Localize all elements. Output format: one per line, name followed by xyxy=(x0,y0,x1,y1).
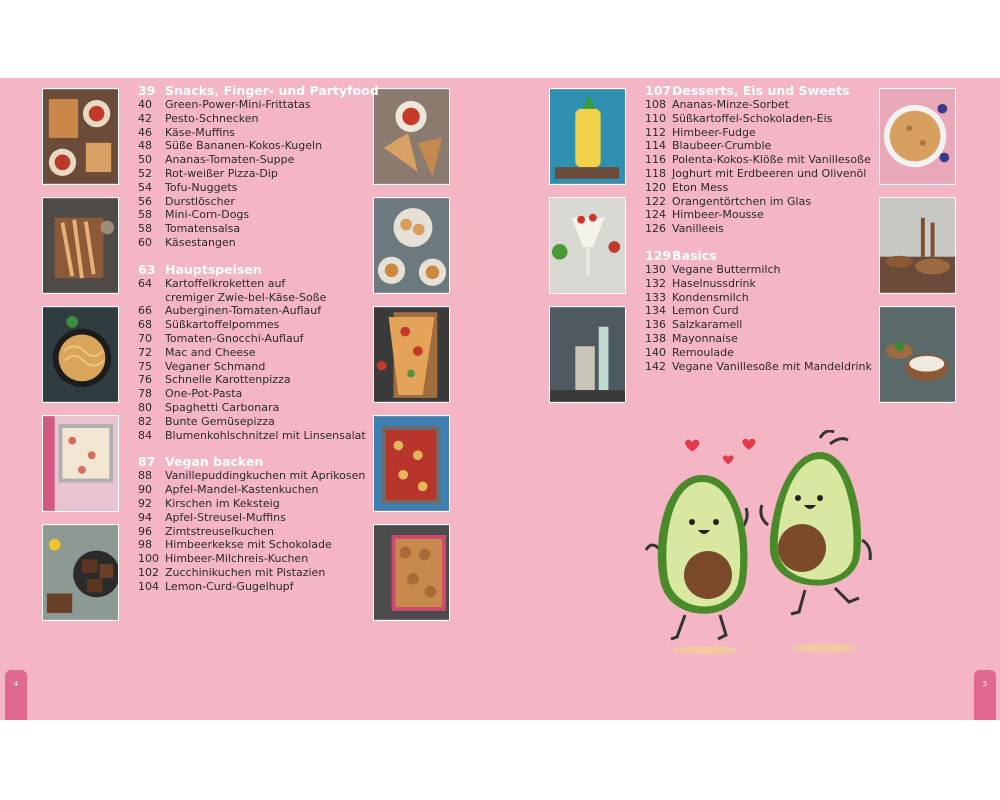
entry-page-number: 112 xyxy=(645,125,666,139)
section-page-number: 107 xyxy=(645,83,672,98)
toc-entry[interactable] xyxy=(138,469,366,483)
section-page-number: 129 xyxy=(645,247,672,263)
entry-title: Süßkartoffel-Schokoladen-Eis xyxy=(672,111,833,125)
entry-page-number: 80 xyxy=(138,400,152,414)
entry-title: Pesto-Schnecken xyxy=(165,111,259,125)
entry-page-number: 54 xyxy=(138,180,152,194)
entry-title: Vegane Buttermilch xyxy=(672,262,781,276)
entry-title: Rot-weißer Pizza-Dip xyxy=(165,166,278,180)
food-photo-wooden-bowls xyxy=(879,197,956,294)
entry-title: Salzkaramell xyxy=(672,318,743,332)
entry-title: Lemon Curd xyxy=(672,304,739,318)
food-photo-pineapple-sorbet xyxy=(549,88,626,185)
toc-entry[interactable] xyxy=(645,222,870,236)
food-photo-pesto-rolls xyxy=(373,197,450,294)
food-photo-cheese-sticks xyxy=(42,197,119,294)
section-heading xyxy=(138,455,363,469)
entry-page-number: 110 xyxy=(645,111,666,125)
entry-page-number: 70 xyxy=(138,331,152,345)
entry-page-number: 48 xyxy=(138,139,152,153)
toc-entry[interactable] xyxy=(138,511,363,525)
entry-page-number: 60 xyxy=(138,235,152,249)
food-photo-raspberry-cake xyxy=(373,524,450,621)
toc-entry[interactable] xyxy=(645,153,870,167)
toc-entry[interactable] xyxy=(138,346,363,360)
entry-title: Veganer Schmand xyxy=(165,359,266,373)
entry-title: Apfel-Streusel-Muffins xyxy=(165,510,286,524)
entry-title: Blumenkohlschnitzel mit Linsensalat xyxy=(165,428,366,442)
toc-right-column xyxy=(645,84,870,373)
entry-title: Bunte Gemüsepizza xyxy=(165,414,275,428)
entry-page-number: 52 xyxy=(138,166,152,180)
toc-entry[interactable] xyxy=(138,552,363,566)
toc-entry[interactable] xyxy=(138,222,363,236)
entry-page-number: 88 xyxy=(138,469,152,483)
entry-page-number: 56 xyxy=(138,194,152,208)
food-photo-pudding-cake xyxy=(42,415,119,512)
toc-entry[interactable] xyxy=(138,318,363,332)
entry-page-number: 58 xyxy=(138,222,152,236)
toc-section xyxy=(138,454,366,593)
entry-title: Zucchinikuchen mit Pistazien xyxy=(165,565,326,579)
entry-title: Ananas-Minze-Sorbet xyxy=(672,98,789,111)
entry-page-number: 130 xyxy=(645,262,666,276)
entry-title: Spaghetti Carbonara xyxy=(165,400,280,414)
toc-entry[interactable] xyxy=(645,346,870,360)
entry-title: Käse-Muffins xyxy=(165,125,236,139)
left-page-number: 4 xyxy=(13,680,19,688)
food-photo-brownies xyxy=(42,524,119,621)
entry-title: Zimtstreuselkuchen xyxy=(165,524,275,538)
entry-title: Tomaten-Gnocchi-Auflauf xyxy=(165,331,304,345)
entry-title: Polenta-Kokos-Klöße mit Vanillesoße xyxy=(672,153,871,167)
food-photo-pizza-dip xyxy=(373,88,450,185)
entry-page-number: 122 xyxy=(645,194,666,208)
toc-entry[interactable] xyxy=(645,112,870,126)
toc-section xyxy=(645,249,870,373)
entry-page-number: 104 xyxy=(138,579,159,593)
toc-entry[interactable] xyxy=(645,98,870,112)
entry-title: Himbeer-Fudge xyxy=(672,125,756,139)
section-heading xyxy=(138,263,363,277)
entry-title: Vanilleeis xyxy=(672,222,724,236)
entry-title: Kondensmilch xyxy=(672,290,749,304)
entry-page-number: 138 xyxy=(645,331,666,345)
entry-page-number: 124 xyxy=(645,208,666,222)
toc-entry[interactable] xyxy=(645,126,870,140)
section-heading xyxy=(138,83,379,98)
entry-page-number: 100 xyxy=(138,552,159,566)
entry-title: Kartoffelkroketten auf cremiger Zwie-bel-Käse-Soße xyxy=(165,276,327,304)
toc-entry[interactable] xyxy=(645,332,870,346)
section-title: Basics xyxy=(672,247,717,263)
toc-entry[interactable] xyxy=(138,483,363,497)
toc-entry[interactable] xyxy=(138,566,363,580)
toc-entry[interactable] xyxy=(645,139,870,153)
entry-page-number: 102 xyxy=(138,565,159,579)
toc-entry[interactable] xyxy=(138,332,363,346)
entry-page-number: 108 xyxy=(645,98,666,111)
entry-title: One-Pot-Pasta xyxy=(165,387,243,401)
left-page-tab xyxy=(5,670,27,720)
toc-entry[interactable] xyxy=(138,415,363,429)
entry-page-number: 114 xyxy=(645,139,666,153)
toc-entry[interactable] xyxy=(645,277,870,291)
entry-page-number: 116 xyxy=(645,153,666,167)
entry-title: Käsestangen xyxy=(165,235,236,249)
food-photo-bottles xyxy=(549,306,626,403)
food-photo-one-pot-pasta xyxy=(42,306,119,403)
toc-entry[interactable] xyxy=(645,360,870,374)
section-page-number: 39 xyxy=(138,83,156,98)
toc-entry[interactable] xyxy=(645,318,870,332)
toc-entry[interactable] xyxy=(645,291,870,305)
toc-entry[interactable] xyxy=(138,98,363,112)
toc-entry[interactable] xyxy=(138,401,363,415)
section-heading xyxy=(645,84,870,98)
toc-entry[interactable] xyxy=(138,360,363,374)
entry-title: Eton Mess xyxy=(672,180,729,194)
entry-page-number: 96 xyxy=(138,524,152,538)
entry-title: Joghurt mit Erdbeeren und Olivenöl xyxy=(672,166,867,180)
toc-entry[interactable] xyxy=(645,263,870,277)
toc-section xyxy=(645,84,870,236)
entry-page-number: 64 xyxy=(138,276,152,290)
toc-entry[interactable] xyxy=(138,208,363,222)
toc-entry[interactable] xyxy=(138,236,363,250)
entry-page-number: 42 xyxy=(138,111,152,125)
toc-section xyxy=(138,261,366,443)
entry-page-number: 68 xyxy=(138,318,152,332)
toc-entry[interactable] xyxy=(138,428,366,443)
entry-title: Green-Power-Mini-Frittatas xyxy=(165,98,311,111)
food-photo-cherry-cookie xyxy=(373,415,450,512)
entry-page-number: 133 xyxy=(645,290,666,304)
toc-entry[interactable] xyxy=(645,304,870,318)
toc-entry[interactable] xyxy=(138,167,363,181)
entry-page-number: 76 xyxy=(138,373,152,387)
food-photo-remoulade xyxy=(879,306,956,403)
section-page-number: 87 xyxy=(138,454,156,470)
entry-title: Mac and Cheese xyxy=(165,345,256,359)
entry-title: Mini-Corn-Dogs xyxy=(165,208,250,222)
entry-page-number: 84 xyxy=(138,428,152,442)
entry-title: Haselnussdrink xyxy=(672,276,756,290)
entry-title: Süße Bananen-Kokos-Kugeln xyxy=(165,139,323,153)
section-title: Desserts, Eis und Sweets xyxy=(672,83,850,98)
section-page-number: 63 xyxy=(138,261,156,277)
entry-page-number: 126 xyxy=(645,222,666,236)
toc-entry[interactable] xyxy=(138,304,363,318)
entry-title: Himbeerkekse mit Schokolade xyxy=(165,538,332,552)
entry-title: Blaubeer-Crumble xyxy=(672,139,772,153)
entry-title: Mayonnaise xyxy=(672,331,738,345)
food-photo-frittatas xyxy=(42,88,119,185)
entry-title: Vanillepuddingkuchen mit Aprikosen xyxy=(165,469,366,483)
toc-entry[interactable] xyxy=(138,497,363,511)
toc-section xyxy=(138,83,379,250)
entry-title: Vegane Vanillesoße mit Mandeldrink xyxy=(672,359,872,373)
toc-entry[interactable] xyxy=(138,139,363,153)
entry-page-number: 118 xyxy=(645,166,666,180)
entry-title: Schnelle Karottenpizza xyxy=(165,373,291,387)
entry-page-number: 82 xyxy=(138,414,152,428)
toc-entry[interactable] xyxy=(645,167,870,181)
entry-page-number: 58 xyxy=(138,208,152,222)
entry-title: Lemon-Curd-Gugelhupf xyxy=(165,579,294,593)
entry-page-number: 40 xyxy=(138,98,152,111)
toc-entry[interactable] xyxy=(138,277,363,305)
toc-entry[interactable] xyxy=(645,195,870,209)
food-photo-strawberry-yogurt xyxy=(549,197,626,294)
entry-title: Kirschen im Keksteig xyxy=(165,496,280,510)
entry-page-number: 50 xyxy=(138,153,152,167)
entry-title: Tomatensalsa xyxy=(165,222,241,236)
toc-entry[interactable] xyxy=(138,153,363,167)
entry-title: Auberginen-Tomaten-Auflauf xyxy=(165,304,322,318)
entry-page-number: 120 xyxy=(645,180,666,194)
entry-page-number: 132 xyxy=(645,276,666,290)
toc-entry[interactable] xyxy=(138,580,363,594)
toc-entry[interactable] xyxy=(645,208,870,222)
entry-page-number: 142 xyxy=(645,359,666,373)
entry-page-number: 90 xyxy=(138,483,152,497)
food-photo-veggie-pizza xyxy=(373,306,450,403)
toc-entry[interactable] xyxy=(138,181,363,195)
entry-page-number: 46 xyxy=(138,125,152,139)
entry-title: Orangentörtchen im Glas xyxy=(672,194,812,208)
avocado-couple-illustration xyxy=(640,430,880,660)
food-photo-crumble xyxy=(879,88,956,185)
entry-title: Süßkartoffelpommes xyxy=(165,318,280,332)
entry-page-number: 98 xyxy=(138,538,152,552)
entry-title: Himbeer-Mousse xyxy=(672,208,764,222)
right-page-tab xyxy=(974,670,996,720)
entry-page-number: 72 xyxy=(138,345,152,359)
entry-page-number: 66 xyxy=(138,304,152,318)
toc-entry[interactable] xyxy=(138,126,363,140)
right-page-number: 5 xyxy=(982,680,988,688)
entry-title: Himbeer-Milchreis-Kuchen xyxy=(165,552,309,566)
section-title: Snacks, Finger- und Partyfood xyxy=(165,83,379,98)
section-title: Vegan backen xyxy=(165,454,264,470)
entry-page-number: 140 xyxy=(645,345,666,359)
section-heading xyxy=(645,249,870,263)
entry-title: Remoulade xyxy=(672,345,734,359)
toc-entry[interactable] xyxy=(138,195,363,209)
entry-title: Durstlöscher xyxy=(165,194,235,208)
entry-page-number: 136 xyxy=(645,318,666,332)
toc-entry[interactable] xyxy=(138,538,363,552)
entry-title: Apfel-Mandel-Kastenkuchen xyxy=(165,483,319,497)
toc-entry[interactable] xyxy=(138,112,363,126)
entry-page-number: 134 xyxy=(645,304,666,318)
toc-left-column xyxy=(138,83,379,594)
toc-entry[interactable] xyxy=(138,525,363,539)
entry-title: Tofu-Nuggets xyxy=(165,180,238,194)
entry-page-number: 75 xyxy=(138,359,152,373)
entry-page-number: 78 xyxy=(138,387,152,401)
entry-title: Ananas-Tomaten-Suppe xyxy=(165,153,295,167)
entry-page-number: 92 xyxy=(138,496,152,510)
entry-page-number: 94 xyxy=(138,510,152,524)
toc-entry[interactable] xyxy=(138,373,363,387)
toc-entry[interactable] xyxy=(138,387,363,401)
toc-entry[interactable] xyxy=(645,181,870,195)
section-title: Hauptspeisen xyxy=(165,261,262,277)
